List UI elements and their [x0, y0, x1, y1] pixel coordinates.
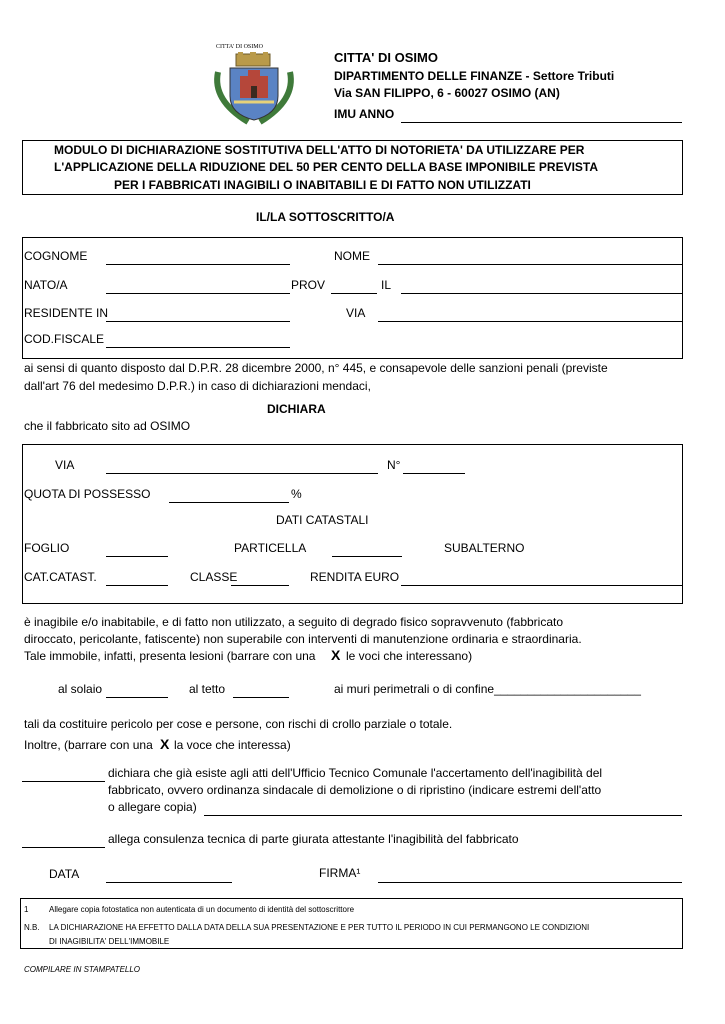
prov-field[interactable]: [331, 293, 377, 294]
x-mark-2: X: [160, 736, 170, 752]
option-1-reference-field[interactable]: [204, 815, 682, 816]
nb-line-2: DI INAGIBILITA' DELL'IMMOBILE: [49, 937, 170, 946]
catcatast-field[interactable]: [106, 585, 168, 586]
muri-label: ai muri perimetrali o di confine______________________: [334, 682, 641, 696]
particella-field[interactable]: [332, 556, 402, 557]
body-line-5a: Inoltre, (barrare con una: [24, 738, 153, 752]
department: DIPARTIMENTO DELLE FINANZE - Settore Tributi: [334, 69, 615, 83]
body-line-3a: Tale immobile, infatti, presenta lesioni (barrare con una: [24, 649, 316, 663]
option-1-line-2: fabbricato, ovvero ordinanza sindacale di demolizione o di ripristino (indicare estremi dell'atto: [108, 783, 602, 797]
codfiscale-label: COD.FISCALE: [24, 332, 105, 346]
residente-label: RESIDENTE IN: [24, 306, 109, 320]
foglio-label: FOGLIO: [24, 541, 70, 555]
particella-label: PARTICELLA: [234, 541, 307, 555]
cognome-label: COGNOME: [24, 249, 88, 263]
codfiscale-field[interactable]: [106, 347, 290, 348]
tetto-label: al tetto: [189, 682, 226, 696]
nome-field[interactable]: [378, 264, 682, 265]
property-via-label: VIA: [55, 458, 75, 472]
body-line-5b: la voce che interessa): [174, 738, 291, 752]
note-1-text: Allegare copia fotostatica non autenticata di un documento di identità del sottoscrittore: [49, 905, 355, 914]
classe-field[interactable]: [231, 585, 289, 586]
coat-of-arms-icon: [208, 52, 300, 126]
signature-field[interactable]: [378, 882, 682, 883]
numero-field[interactable]: [403, 473, 465, 474]
date-field[interactable]: [106, 882, 232, 883]
note-1-number: 1: [24, 905, 29, 914]
option-1-line-3: o allegare copia): [108, 800, 197, 814]
option-1-line-1: dichiara che già esiste agli atti dell'Ufficio Tecnico Comunale l'accertamento dell'inagibilità del: [108, 766, 603, 780]
x-mark-1: X: [331, 647, 341, 663]
numero-label: N°: [387, 458, 401, 472]
footer-note: COMPILARE IN STAMPATELLO: [24, 965, 141, 974]
option-1-checkbox-line[interactable]: [22, 781, 105, 782]
crest: [208, 44, 300, 126]
legal-line-1: ai sensi di quanto disposto dal D.P.R. 28 dicembre 2000, n° 445, e consapevole delle sanzioni penali (previste: [24, 361, 608, 375]
dichiara-heading: DICHIARA: [267, 402, 326, 416]
address: Via SAN FILIPPO, 6 - 60027 OSIMO (AN): [334, 86, 560, 100]
body-line-2: diroccato, pericolante, fatiscente) non superabile con interventi di manutenzione ordinaria e straordinaria.: [24, 632, 582, 646]
solaio-label: al solaio: [58, 682, 103, 696]
data-label: DATA: [49, 867, 80, 881]
sottoscritto-heading: IL/LA SOTTOSCRITTO/A: [256, 210, 395, 224]
catcatast-label: CAT.CATAST.: [24, 570, 97, 584]
foglio-field[interactable]: [106, 556, 168, 557]
percent-sign: %: [291, 487, 302, 501]
classe-label: CLASSE: [190, 570, 238, 584]
nb-line-1: LA DICHIARAZIONE HA EFFETTO DALLA DATA DELLA SUA PRESENTAZIONE E PER TUTTO IL PERIODO IN CUI PERMANGONO LE CONDIZIONI: [49, 923, 590, 932]
imu-year-field[interactable]: [401, 122, 682, 123]
via-label: VIA: [346, 306, 366, 320]
city-name: CITTA' DI OSIMO: [334, 50, 438, 65]
body-line-1: è inagibile e/o inabitabile, e di fatto non utilizzato, a seguito di degrado fisico sopravvenuto (fabbricato: [24, 615, 564, 629]
residente-field[interactable]: [106, 321, 290, 322]
il-label: IL: [381, 278, 392, 292]
quota-field[interactable]: [169, 502, 289, 503]
nato-field[interactable]: [106, 293, 290, 294]
quota-label: QUOTA DI POSSESSO: [24, 487, 151, 501]
tetto-field[interactable]: [233, 697, 289, 698]
firma-label: FIRMA¹: [319, 866, 361, 880]
prov-label: PROV: [291, 278, 326, 292]
cognome-field[interactable]: [106, 264, 290, 265]
imu-label: IMU ANNO: [334, 107, 395, 121]
property-via-field[interactable]: [106, 473, 378, 474]
body-line-3b: le voci che interessano): [346, 649, 473, 663]
rendita-label: RENDITA EURO: [310, 570, 400, 584]
body-line-4: tali da costituire pericolo per cose e persone, con rischi di crollo parziale o totale.: [24, 717, 453, 731]
via-field[interactable]: [378, 321, 682, 322]
crest-caption: CITTA' DI OSIMO: [216, 44, 263, 50]
option-2-text: allega consulenza tecnica di parte giurata attestante l'inagibilità del fabbricato: [108, 832, 519, 846]
title-line-3: PER I FABBRICATI INAGIBILI O INABITABILI E DI FATTO NON UTILIZZATI: [114, 178, 531, 192]
birth-date-field[interactable]: [401, 293, 682, 294]
fabbricato-sito: che il fabbricato sito ad OSIMO: [24, 419, 191, 433]
solaio-field[interactable]: [106, 697, 168, 698]
nome-label: NOME: [334, 249, 370, 263]
nato-label: NATO/A: [24, 278, 68, 292]
rendita-field[interactable]: [401, 585, 682, 586]
nb-label: N.B.: [24, 923, 40, 932]
dati-catastali-heading: DATI CATASTALI: [276, 513, 369, 527]
legal-line-2: dall'art 76 del medesimo D.P.R.) in caso di dichiarazioni mendaci,: [24, 379, 371, 393]
title-line-2: L'APPLICAZIONE DELLA RIDUZIONE DEL 50 PER CENTO DELLA BASE IMPONIBILE PREVISTA: [54, 160, 599, 174]
title-line-1: MODULO DI DICHIARAZIONE SOSTITUTIVA DELL'ATTO DI NOTORIETA' DA UTILIZZARE PER: [54, 143, 585, 157]
option-2-checkbox-line[interactable]: [22, 847, 105, 848]
subalterno-label: SUBALTERNO: [444, 541, 525, 555]
